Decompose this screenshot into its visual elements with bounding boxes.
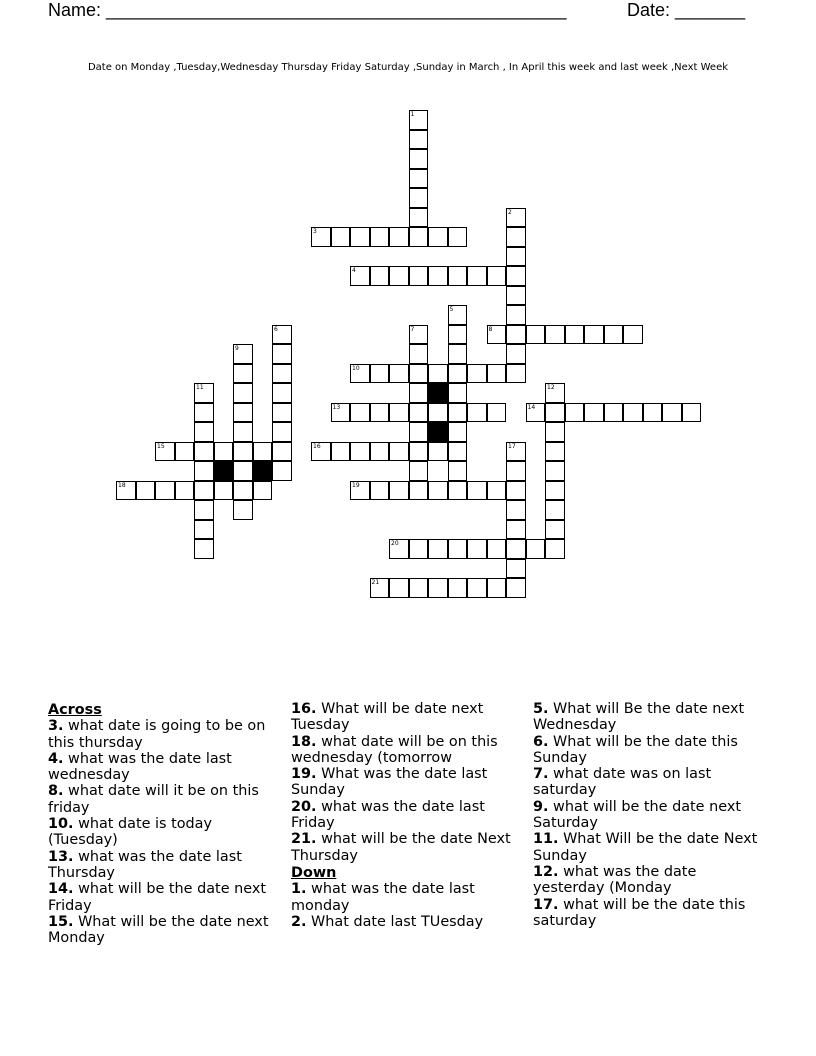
clue-number: 12. bbox=[533, 863, 559, 880]
grid-cell[interactable] bbox=[350, 364, 370, 384]
grid-cell[interactable] bbox=[272, 364, 292, 384]
clue bbox=[48, 783, 284, 816]
grid-cell[interactable] bbox=[409, 383, 429, 403]
grid-cell[interactable] bbox=[565, 403, 585, 423]
clue-number: 20. bbox=[291, 798, 317, 815]
grid-cell[interactable] bbox=[194, 461, 214, 481]
grid-cell[interactable] bbox=[467, 481, 487, 501]
down-heading: Down bbox=[291, 864, 337, 881]
clue-number: 5 bbox=[449, 306, 454, 313]
clue bbox=[48, 881, 284, 914]
clue bbox=[291, 734, 527, 767]
grid-cell[interactable] bbox=[389, 481, 409, 501]
clue bbox=[291, 831, 527, 864]
grid-cell[interactable] bbox=[409, 422, 429, 442]
grid-cell[interactable] bbox=[409, 578, 429, 598]
grid-cell[interactable] bbox=[584, 325, 604, 345]
clue bbox=[291, 914, 527, 930]
grid-cell[interactable] bbox=[194, 442, 214, 462]
grid-cell[interactable] bbox=[409, 130, 429, 150]
grid-cell[interactable] bbox=[253, 442, 273, 462]
grid-cell[interactable] bbox=[409, 188, 429, 208]
grid-cell[interactable] bbox=[389, 403, 409, 423]
grid-cell[interactable] bbox=[233, 461, 253, 481]
grid-cell[interactable] bbox=[409, 169, 429, 189]
grid-cell[interactable] bbox=[506, 578, 526, 598]
clue-number: 1. bbox=[291, 881, 307, 898]
grid-cell[interactable] bbox=[370, 481, 390, 501]
grid-cell[interactable] bbox=[506, 520, 526, 540]
grid-cell[interactable] bbox=[409, 110, 429, 130]
grid-cell[interactable] bbox=[350, 481, 370, 501]
grid-cell[interactable] bbox=[331, 227, 351, 247]
black-square bbox=[253, 461, 273, 481]
grid-cell[interactable] bbox=[487, 539, 507, 559]
grid-cell[interactable] bbox=[389, 364, 409, 384]
grid-cell[interactable] bbox=[506, 208, 526, 228]
clue bbox=[533, 701, 769, 734]
grid-cell[interactable] bbox=[584, 403, 604, 423]
grid-cell[interactable] bbox=[448, 325, 468, 345]
grid-cell[interactable] bbox=[448, 442, 468, 462]
grid-cell[interactable] bbox=[350, 266, 370, 286]
name-line[interactable]: Name: ______________________________________________ bbox=[48, 0, 567, 20]
clue-text: what will be the date next Friday bbox=[48, 881, 266, 914]
clue-number: 5. bbox=[533, 701, 549, 717]
grid-cell[interactable] bbox=[487, 481, 507, 501]
grid-cell[interactable] bbox=[350, 227, 370, 247]
grid-cell[interactable] bbox=[506, 461, 526, 481]
clue-text: what will be the date Next Thursday bbox=[291, 831, 511, 864]
clue-text: what will be the date next Saturday bbox=[533, 798, 741, 832]
clue-number: 18. bbox=[291, 733, 317, 750]
clue-text: What will Be the date next Wednesday bbox=[533, 701, 745, 734]
clue-text: what was the date yesterday (Monday bbox=[533, 863, 697, 897]
grid-cell[interactable] bbox=[467, 539, 487, 559]
grid-cell[interactable] bbox=[409, 149, 429, 169]
grid-cell[interactable] bbox=[487, 403, 507, 423]
grid-cell[interactable] bbox=[487, 364, 507, 384]
grid-cell[interactable] bbox=[155, 442, 175, 462]
grid-cell[interactable] bbox=[233, 481, 253, 501]
grid-cell[interactable] bbox=[545, 461, 565, 481]
grid-cell[interactable] bbox=[428, 481, 448, 501]
grid-cell[interactable] bbox=[233, 344, 253, 364]
grid-cell[interactable] bbox=[409, 481, 429, 501]
grid-cell[interactable] bbox=[448, 344, 468, 364]
grid-cell[interactable] bbox=[409, 364, 429, 384]
clue-text: what was the date last monday bbox=[291, 881, 475, 914]
grid-cell[interactable] bbox=[194, 422, 214, 442]
grid-cell[interactable] bbox=[506, 247, 526, 267]
grid-cell[interactable] bbox=[448, 422, 468, 442]
grid-cell[interactable] bbox=[272, 325, 292, 345]
grid-cell[interactable] bbox=[409, 208, 429, 228]
grid-cell[interactable] bbox=[409, 325, 429, 345]
clue-number: 16. bbox=[291, 701, 317, 717]
clue-text: what date is going to be on this thursday bbox=[48, 718, 266, 751]
grid-cell[interactable] bbox=[194, 383, 214, 403]
clue bbox=[533, 831, 769, 864]
clue-number: 2 bbox=[508, 208, 512, 216]
grid-cell[interactable] bbox=[604, 325, 624, 345]
clue-number: 11. bbox=[533, 831, 559, 848]
grid-cell[interactable] bbox=[428, 539, 448, 559]
black-square bbox=[214, 461, 234, 481]
clue-number: 17 bbox=[508, 442, 516, 450]
grid-cell[interactable] bbox=[448, 481, 468, 501]
grid-cell[interactable] bbox=[526, 403, 546, 423]
grid-cell[interactable] bbox=[214, 442, 234, 462]
clue-number: 1 bbox=[410, 111, 415, 118]
grid-cell[interactable] bbox=[175, 442, 195, 462]
grid-cell[interactable] bbox=[545, 383, 565, 403]
grid-cell[interactable] bbox=[409, 227, 429, 247]
grid-cell[interactable] bbox=[389, 539, 409, 559]
clue-number: 10. bbox=[48, 816, 74, 833]
grid-cell[interactable] bbox=[389, 578, 409, 598]
clue-number: 19 bbox=[352, 481, 360, 489]
clue-number: 8 bbox=[488, 325, 493, 333]
clue-number: 13 bbox=[332, 403, 341, 411]
grid-cell[interactable] bbox=[545, 403, 565, 423]
grid-cell[interactable] bbox=[448, 305, 468, 325]
clue-number: 2. bbox=[291, 913, 307, 930]
clue-number: 10 bbox=[352, 364, 360, 372]
clue-number: 14. bbox=[48, 881, 74, 898]
grid-cell[interactable] bbox=[643, 403, 663, 423]
clue-text: What will be date next Tuesday bbox=[291, 701, 484, 734]
grid-cell[interactable] bbox=[194, 500, 214, 520]
black-square bbox=[428, 383, 448, 403]
grid-cell[interactable] bbox=[272, 403, 292, 423]
grid-cell[interactable] bbox=[370, 227, 390, 247]
grid-cell[interactable] bbox=[623, 403, 643, 423]
grid-cell[interactable] bbox=[448, 364, 468, 384]
grid-cell[interactable] bbox=[272, 344, 292, 364]
clue bbox=[48, 718, 284, 751]
grid-cell[interactable] bbox=[233, 500, 253, 520]
grid-cell[interactable] bbox=[448, 383, 468, 403]
grid-cell[interactable] bbox=[545, 520, 565, 540]
grid-cell[interactable] bbox=[487, 266, 507, 286]
clue-number: 13. bbox=[48, 848, 74, 865]
clue-text: What date last TUesday bbox=[306, 913, 484, 930]
across-heading: Across bbox=[48, 702, 102, 718]
grid-cell[interactable] bbox=[214, 481, 234, 501]
clue-column-1 bbox=[48, 701, 284, 946]
grid-cell[interactable] bbox=[448, 539, 468, 559]
grid-cell[interactable] bbox=[467, 578, 487, 598]
grid-cell[interactable] bbox=[448, 403, 468, 423]
grid-cell[interactable] bbox=[467, 403, 487, 423]
grid-cell[interactable] bbox=[409, 344, 429, 364]
grid-cell[interactable] bbox=[272, 461, 292, 481]
clue-text: What was the date last Sunday bbox=[291, 766, 488, 799]
clue-number: 6 bbox=[274, 325, 278, 333]
grid-cell[interactable] bbox=[448, 578, 468, 598]
grid-cell[interactable] bbox=[428, 442, 448, 462]
clue bbox=[533, 864, 769, 897]
grid-cell[interactable] bbox=[194, 481, 214, 501]
clue-number: 4. bbox=[48, 750, 64, 767]
grid-cell[interactable] bbox=[409, 442, 429, 462]
grid-cell[interactable] bbox=[272, 442, 292, 462]
grid-cell[interactable] bbox=[506, 500, 526, 520]
clue-column-3 bbox=[533, 701, 769, 929]
grid-cell[interactable] bbox=[526, 539, 546, 559]
clue-text: what date will it be on this friday bbox=[48, 783, 259, 816]
grid-cell[interactable] bbox=[233, 442, 253, 462]
grid-cell[interactable] bbox=[448, 227, 468, 247]
grid-cell[interactable] bbox=[623, 325, 643, 345]
clue-text: What will be the date next Monday bbox=[48, 913, 269, 947]
grid-cell[interactable] bbox=[662, 403, 682, 423]
clue-text: what was the date last wednesday bbox=[48, 750, 232, 784]
grid-cell[interactable] bbox=[409, 266, 429, 286]
grid-cell[interactable] bbox=[233, 364, 253, 384]
clue-number: 3 bbox=[313, 228, 317, 235]
grid-cell[interactable] bbox=[506, 539, 526, 559]
clue-text: what date is today (Tuesday) bbox=[48, 816, 213, 849]
grid-cell[interactable] bbox=[506, 266, 526, 286]
clue-number: 18 bbox=[118, 481, 126, 489]
grid-cell[interactable] bbox=[370, 403, 390, 423]
grid-cell[interactable] bbox=[682, 403, 702, 423]
grid-cell[interactable] bbox=[233, 422, 253, 442]
grid-cell[interactable] bbox=[311, 227, 331, 247]
clue-number: 19. bbox=[291, 766, 317, 783]
grid-cell[interactable] bbox=[389, 266, 409, 286]
grid-cell[interactable] bbox=[194, 520, 214, 540]
clue bbox=[48, 914, 284, 947]
grid-cell[interactable] bbox=[565, 325, 585, 345]
grid-cell[interactable] bbox=[526, 325, 546, 345]
grid-cell[interactable] bbox=[428, 578, 448, 598]
grid-cell[interactable] bbox=[545, 500, 565, 520]
date-line[interactable]: Date: _______ bbox=[627, 0, 746, 20]
clue bbox=[533, 799, 769, 832]
clue-number: 4 bbox=[352, 267, 356, 274]
grid-cell[interactable] bbox=[428, 266, 448, 286]
grid-cell[interactable] bbox=[545, 422, 565, 442]
grid-cell[interactable] bbox=[506, 481, 526, 501]
clue bbox=[533, 734, 769, 767]
grid-cell[interactable] bbox=[389, 227, 409, 247]
grid-cell[interactable] bbox=[350, 442, 370, 462]
clue-text: what will be the date this saturday bbox=[533, 896, 746, 929]
grid-cell[interactable] bbox=[506, 305, 526, 325]
grid-cell[interactable] bbox=[604, 403, 624, 423]
grid-cell[interactable] bbox=[506, 364, 526, 384]
grid-cell[interactable] bbox=[136, 481, 156, 501]
clue-number: 17. bbox=[533, 896, 559, 913]
clue-number: 7 bbox=[410, 325, 415, 333]
clue bbox=[533, 897, 769, 930]
grid-cell[interactable] bbox=[506, 442, 526, 462]
grid-cell[interactable] bbox=[331, 403, 351, 423]
clue-number: 9 bbox=[235, 345, 239, 352]
grid-cell[interactable] bbox=[194, 403, 214, 423]
grid-cell[interactable] bbox=[467, 266, 487, 286]
grid-cell[interactable] bbox=[506, 286, 526, 306]
clue bbox=[291, 766, 527, 799]
clue-number: 11 bbox=[196, 384, 204, 391]
grid-cell[interactable] bbox=[370, 266, 390, 286]
clue-number: 21. bbox=[291, 831, 317, 848]
grid-cell[interactable] bbox=[272, 383, 292, 403]
clue-text: what date was on last saturday bbox=[533, 766, 712, 799]
grid-cell[interactable] bbox=[409, 461, 429, 481]
grid-cell[interactable] bbox=[389, 442, 409, 462]
grid-cell[interactable] bbox=[370, 578, 390, 598]
grid-cell[interactable] bbox=[506, 325, 526, 345]
grid-cell[interactable] bbox=[311, 442, 331, 462]
grid-cell[interactable] bbox=[175, 481, 195, 501]
clue bbox=[48, 751, 284, 784]
grid-cell[interactable] bbox=[487, 578, 507, 598]
grid-cell[interactable] bbox=[506, 559, 526, 579]
clue bbox=[291, 799, 527, 832]
grid-cell[interactable] bbox=[545, 325, 565, 345]
grid-cell[interactable] bbox=[428, 227, 448, 247]
clue-number: 6. bbox=[533, 733, 549, 750]
grid-cell[interactable] bbox=[506, 344, 526, 364]
grid-cell[interactable] bbox=[409, 403, 429, 423]
grid-cell[interactable] bbox=[545, 481, 565, 501]
grid-cell[interactable] bbox=[487, 325, 507, 345]
grid-cell[interactable] bbox=[253, 481, 273, 501]
grid-cell[interactable] bbox=[448, 266, 468, 286]
grid-cell[interactable] bbox=[272, 422, 292, 442]
grid-cell[interactable] bbox=[350, 403, 370, 423]
clue-number: 15. bbox=[48, 913, 74, 930]
grid-cell[interactable] bbox=[155, 481, 175, 501]
grid-cell[interactable] bbox=[545, 539, 565, 559]
grid-cell[interactable] bbox=[545, 442, 565, 462]
black-square bbox=[428, 422, 448, 442]
clue bbox=[533, 766, 769, 799]
puzzle-subtitle: Date on Monday ,Tuesday,Wednesday Thursday Friday Saturday ,Sunday in March , In April this week and last week ,Next Week bbox=[87, 62, 729, 73]
grid-cell[interactable] bbox=[428, 403, 448, 423]
clue-number: 16 bbox=[313, 442, 321, 450]
clue-number: 14 bbox=[527, 403, 536, 411]
clue bbox=[48, 849, 284, 882]
clue-number: 21 bbox=[371, 579, 380, 586]
grid-cell[interactable] bbox=[233, 403, 253, 423]
clue-number: 7. bbox=[533, 766, 549, 783]
clue-text: what was the date last Friday bbox=[291, 798, 485, 832]
clue-number: 8. bbox=[48, 783, 64, 800]
grid-cell[interactable] bbox=[233, 383, 253, 403]
clue bbox=[291, 701, 527, 734]
clue-text: What Will be the date Next Sunday bbox=[533, 831, 758, 864]
clue-number: 15 bbox=[157, 442, 165, 450]
clue-number: 12 bbox=[547, 384, 555, 391]
grid-cell[interactable] bbox=[428, 364, 448, 384]
grid-cell[interactable] bbox=[370, 364, 390, 384]
grid-cell[interactable] bbox=[370, 442, 390, 462]
grid-cell[interactable] bbox=[467, 364, 487, 384]
grid-cell[interactable] bbox=[448, 461, 468, 481]
grid-cell[interactable] bbox=[194, 539, 214, 559]
clue-text: what was the date last Thursday bbox=[48, 848, 242, 881]
clue bbox=[48, 816, 284, 849]
clue-number: 9. bbox=[533, 798, 549, 815]
clue bbox=[291, 881, 527, 914]
clue-number: 3. bbox=[48, 718, 64, 735]
clue-text: What will be the date this Sunday bbox=[533, 733, 738, 766]
grid-cell[interactable] bbox=[506, 227, 526, 247]
clue-column-2 bbox=[291, 701, 527, 930]
clue-number: 20 bbox=[391, 540, 399, 547]
grid-cell[interactable] bbox=[331, 442, 351, 462]
grid-cell[interactable] bbox=[409, 539, 429, 559]
clue-text: what date will be on this wednesday (tomorrow bbox=[291, 733, 498, 766]
grid-cell[interactable] bbox=[116, 481, 136, 501]
